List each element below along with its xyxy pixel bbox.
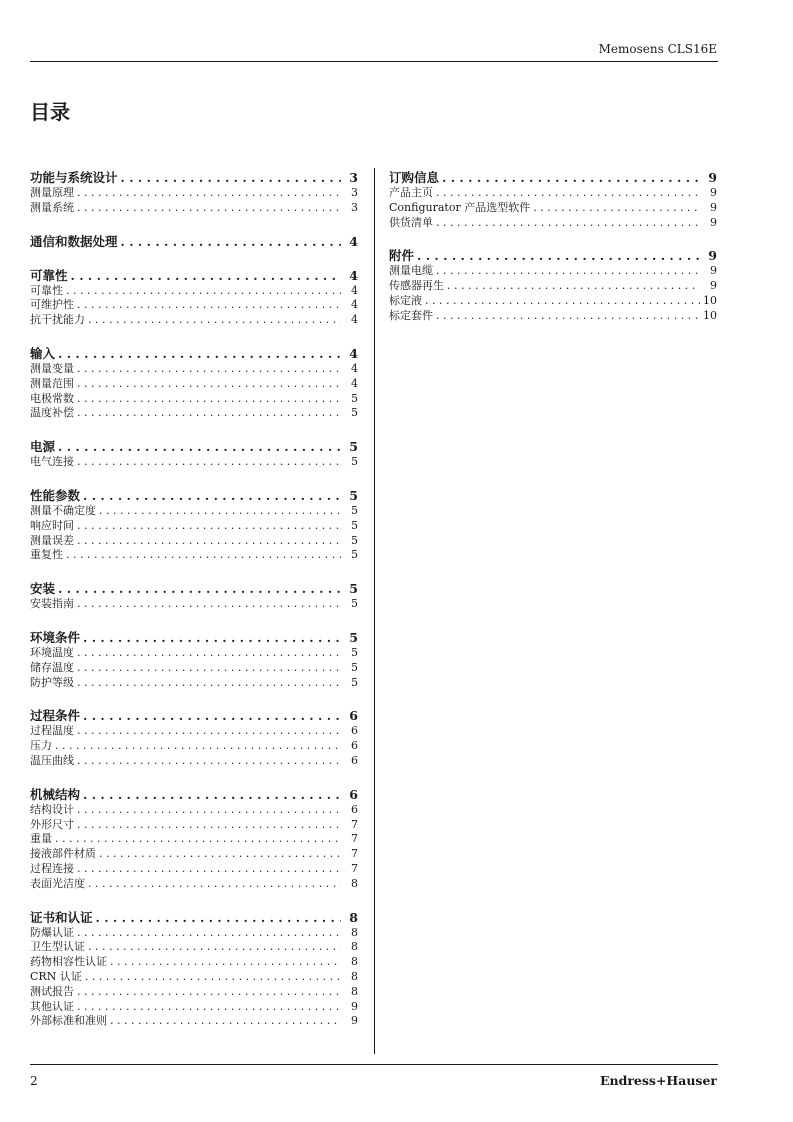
toc-entry-label: 外部标准和准则 <box>30 1014 107 1028</box>
toc-entry[interactable] <box>389 264 717 279</box>
toc-entry-label: 测量电缆 <box>389 264 433 278</box>
toc-dot-leader <box>417 248 700 264</box>
toc-entry[interactable] <box>30 392 358 407</box>
toc-entry-label: CRN 认证 <box>30 969 82 983</box>
toc-entry[interactable] <box>30 534 358 549</box>
toc-entry-page: 7 <box>351 817 358 831</box>
toc-dot-leader <box>77 676 341 691</box>
toc-entry[interactable] <box>30 847 358 862</box>
toc-entry-label: Configurator 产品选型软件 <box>389 200 531 214</box>
toc-section-page: 5 <box>349 487 358 503</box>
toc-dot-leader <box>77 377 341 392</box>
toc-entry-label: 可维护性 <box>30 298 74 312</box>
toc-entry-label: 重复性 <box>30 548 63 562</box>
toc-entry[interactable] <box>389 216 717 231</box>
toc-dot-leader <box>58 439 341 455</box>
column-divider <box>374 168 375 1054</box>
toc-section <box>30 234 358 250</box>
toc-dot-leader <box>77 406 341 421</box>
toc-entry[interactable] <box>30 862 358 877</box>
toc-entry-label: 重量 <box>30 832 52 846</box>
toc-entry-page: 7 <box>351 861 358 875</box>
toc-dot-leader <box>110 1014 341 1029</box>
toc-section-title: 性能参数 <box>30 487 81 503</box>
toc-dot-leader <box>58 346 341 362</box>
toc-entry-page: 10 <box>703 293 717 307</box>
toc-entry-page: 9 <box>710 264 717 278</box>
toc-dot-leader <box>77 646 341 661</box>
toc-section-page: 5 <box>349 439 358 455</box>
toc-entry[interactable] <box>389 309 717 324</box>
toc-entry-page: 6 <box>351 802 358 816</box>
toc-entry[interactable] <box>30 406 358 421</box>
toc-dot-leader <box>99 504 341 519</box>
toc-dot-leader <box>96 910 341 926</box>
toc-entry[interactable] <box>30 970 358 985</box>
toc-dot-leader <box>83 708 341 724</box>
toc-entry-page: 6 <box>351 739 358 753</box>
toc-entry[interactable] <box>30 455 358 470</box>
toc-section-page: 4 <box>349 233 358 249</box>
toc-entry-label: 储存温度 <box>30 660 74 674</box>
header-divider <box>30 61 718 62</box>
toc-dot-leader <box>88 313 341 328</box>
toc-section <box>30 268 358 328</box>
toc-entry-page: 5 <box>351 548 358 562</box>
toc-dot-leader <box>77 298 341 313</box>
toc-dot-leader <box>77 519 341 534</box>
toc-dot-leader <box>77 1000 341 1015</box>
toc-entry[interactable] <box>30 313 358 328</box>
toc-entry-page: 8 <box>351 925 358 939</box>
toc-entry[interactable] <box>30 646 358 661</box>
toc-entry[interactable] <box>389 186 717 201</box>
toc-section-title: 附件 <box>389 248 415 264</box>
toc-section <box>30 581 358 612</box>
toc-dot-leader <box>71 268 341 284</box>
toc-section-heading[interactable] <box>30 787 358 803</box>
toc-dot-leader <box>121 170 341 186</box>
toc-section <box>30 346 358 421</box>
toc-dot-leader <box>533 201 700 216</box>
toc-section-heading[interactable] <box>30 488 358 504</box>
toc-entry-page: 8 <box>351 940 358 954</box>
toc-section-title: 机械结构 <box>30 786 81 802</box>
toc-entry-label: 测量不确定度 <box>30 503 96 517</box>
toc-dot-leader <box>77 534 341 549</box>
toc-entry-page: 9 <box>710 200 717 214</box>
toc-section-heading[interactable] <box>30 346 358 362</box>
toc-dot-leader <box>425 294 700 309</box>
toc-section-page: 6 <box>349 786 358 802</box>
toc-entry-label: 产品主页 <box>389 186 433 199</box>
toc-section <box>30 708 358 768</box>
toc-dot-leader <box>83 787 341 803</box>
toc-entry[interactable] <box>389 279 717 294</box>
toc-entry-label: 温压曲线 <box>30 753 74 767</box>
toc-dot-leader <box>85 970 341 985</box>
toc-dot-leader <box>77 392 341 407</box>
toc-dot-leader <box>55 739 341 754</box>
toc-entry-label: 药物相容性认证 <box>30 955 107 969</box>
toc-entry[interactable] <box>30 955 358 970</box>
toc-section-heading[interactable] <box>389 170 717 186</box>
toc-dot-leader <box>447 279 700 294</box>
toc-entry[interactable] <box>30 504 358 519</box>
toc-entry-label: 表面光洁度 <box>30 876 85 890</box>
toc-dot-leader <box>436 264 700 279</box>
toc-entry[interactable] <box>30 832 358 847</box>
toc-entry-label: 测试报告 <box>30 984 74 998</box>
toc-section-title: 过程条件 <box>30 708 81 724</box>
toc-entry-page: 8 <box>351 969 358 983</box>
toc-dot-leader <box>88 940 341 955</box>
toc-entry[interactable] <box>30 926 358 941</box>
toc-entry-label: 结构设计 <box>30 802 74 816</box>
toc-section-page: 4 <box>349 345 358 361</box>
toc-entry-label: 防爆认证 <box>30 925 74 939</box>
toc-dot-leader <box>77 201 341 216</box>
toc-section-heading[interactable] <box>389 248 717 264</box>
toc-entry-label: 防护等级 <box>30 675 74 689</box>
toc-dot-leader <box>77 186 341 201</box>
toc-section-heading[interactable] <box>30 268 358 284</box>
toc-entry-page: 9 <box>351 999 358 1013</box>
toc-section-heading[interactable] <box>30 910 358 926</box>
toc-entry-page: 9 <box>710 186 717 199</box>
toc-entry[interactable] <box>30 739 358 754</box>
toc-entry[interactable] <box>30 377 358 392</box>
toc-entry-page: 5 <box>351 675 358 689</box>
toc-entry-label: 电极常数 <box>30 391 74 405</box>
toc-entry-page: 8 <box>351 955 358 969</box>
toc-dot-leader <box>436 216 700 231</box>
toc-entry-label: 其他认证 <box>30 999 74 1013</box>
toc-entry[interactable] <box>30 985 358 1000</box>
toc-dot-leader <box>77 926 341 941</box>
toc-section <box>30 439 358 470</box>
toc-entry-label: 过程温度 <box>30 724 74 738</box>
toc-entry-label: 测量变量 <box>30 361 74 375</box>
toc-entry[interactable] <box>389 201 717 216</box>
toc-entry[interactable] <box>30 362 358 377</box>
toc-left-column <box>30 170 358 1047</box>
toc-right-column <box>389 170 717 342</box>
toc-section-heading[interactable] <box>30 708 358 724</box>
toc-section-title: 输入 <box>30 345 56 361</box>
toc-dot-leader <box>55 832 341 847</box>
toc-section-title: 证书和认证 <box>30 909 93 925</box>
toc-section-page: 8 <box>349 909 358 925</box>
toc-entry-page: 3 <box>351 200 358 214</box>
toc-entry[interactable] <box>30 818 358 833</box>
toc-entry-page: 9 <box>710 279 717 293</box>
toc-entry-label: 温度补偿 <box>30 406 74 420</box>
toc-section-title: 通信和数据处理 <box>30 233 118 249</box>
toc-dot-leader <box>66 548 341 563</box>
toc-entry[interactable] <box>30 877 358 892</box>
toc-entry-page: 5 <box>351 406 358 420</box>
toc-section-title: 安装 <box>30 581 56 597</box>
toc-entry[interactable] <box>30 284 358 299</box>
toc-entry-label: 测量误差 <box>30 533 74 547</box>
toc-entry-page: 9 <box>351 1014 358 1028</box>
toc-dot-leader <box>436 309 700 324</box>
toc-entry-page: 4 <box>351 376 358 390</box>
toc-dot-leader <box>77 455 341 470</box>
toc-entry-page: 5 <box>351 645 358 659</box>
toc-section-title: 功能与系统设计 <box>30 170 118 185</box>
toc-entry-label: 接液部件材质 <box>30 847 96 861</box>
toc-entry-page: 10 <box>703 308 717 322</box>
toc-entry[interactable] <box>30 803 358 818</box>
toc-section <box>30 787 358 892</box>
toc-dot-leader <box>77 803 341 818</box>
toc-entry-label: 标定液 <box>389 293 422 307</box>
toc-section-page: 5 <box>349 629 358 645</box>
toc-entry[interactable] <box>389 294 717 309</box>
toc-dot-leader <box>436 186 700 201</box>
toc-entry-label: 供货清单 <box>389 215 433 229</box>
toc-entry-label: 响应时间 <box>30 518 74 532</box>
toc-entry[interactable] <box>30 201 358 216</box>
toc-dot-leader <box>83 488 341 504</box>
toc-section <box>389 170 717 230</box>
toc-entry[interactable] <box>30 597 358 612</box>
toc-section-heading[interactable] <box>30 581 358 597</box>
toc-entry-label: 抗干扰能力 <box>30 313 85 327</box>
toc-dot-leader <box>83 630 341 646</box>
toc-section <box>30 910 358 1030</box>
toc-entry[interactable] <box>30 1014 358 1029</box>
toc-entry-label: 压力 <box>30 739 52 753</box>
toc-entry-page: 8 <box>351 876 358 890</box>
toc-entry-label: 卫生型认证 <box>30 940 85 954</box>
toc-entry[interactable] <box>30 1000 358 1015</box>
toc-entry[interactable] <box>30 298 358 313</box>
toc-entry-label: 传感器再生 <box>389 279 444 293</box>
toc-dot-leader <box>77 597 341 612</box>
toc-dot-leader <box>66 284 341 299</box>
toc-section <box>389 248 717 323</box>
toc-section <box>30 630 358 690</box>
toc-section-page: 6 <box>349 708 358 724</box>
toc-entry-page: 5 <box>351 597 358 611</box>
toc-entry-page: 6 <box>351 724 358 738</box>
toc-entry-page: 4 <box>351 298 358 312</box>
toc-entry[interactable] <box>30 519 358 534</box>
toc-dot-leader <box>77 754 341 769</box>
toc-entry-page: 5 <box>351 391 358 405</box>
toc-entry-page: 3 <box>351 186 358 199</box>
toc-dot-leader <box>88 877 341 892</box>
toc-entry-label: 测量原理 <box>30 186 74 199</box>
toc-entry-page: 9 <box>710 215 717 229</box>
toc-entry-page: 8 <box>351 984 358 998</box>
toc-entry-page: 7 <box>351 832 358 846</box>
toc-dot-leader <box>77 724 341 739</box>
toc-section-heading[interactable] <box>30 439 358 455</box>
toc-section-page: 4 <box>349 267 358 283</box>
toc-entry[interactable] <box>30 754 358 769</box>
toc-dot-leader <box>121 234 341 250</box>
toc-dot-leader <box>77 862 341 877</box>
toc-entry-label: 测量范围 <box>30 376 74 390</box>
toc-entry-label: 环境温度 <box>30 645 74 659</box>
toc-entry-page: 4 <box>351 283 358 297</box>
footer-brand-name: Endress+Hauser <box>599 1073 717 1088</box>
toc-entry-label: 外形尺寸 <box>30 817 74 831</box>
toc-entry-page: 5 <box>351 455 358 469</box>
toc-entry-page: 5 <box>351 533 358 547</box>
toc-section-heading[interactable] <box>30 234 358 250</box>
toc-entry-page: 6 <box>351 753 358 767</box>
header-document-title: Memosens CLS16E <box>598 42 717 56</box>
toc-entry[interactable] <box>30 724 358 739</box>
toc-dot-leader <box>77 985 341 1000</box>
toc-section-title: 环境条件 <box>30 629 81 645</box>
toc-section <box>30 170 358 216</box>
toc-dot-leader <box>99 847 341 862</box>
toc-dot-leader <box>442 170 700 186</box>
page-title: 目录 <box>30 100 70 124</box>
toc-section-heading[interactable] <box>30 170 358 186</box>
toc-dot-leader <box>110 955 341 970</box>
toc-section-heading[interactable] <box>30 630 358 646</box>
footer-divider <box>30 1064 718 1065</box>
toc-entry-page: 5 <box>351 503 358 517</box>
toc-dot-leader <box>77 818 341 833</box>
toc-entry-page: 5 <box>351 660 358 674</box>
toc-dot-leader <box>58 581 341 597</box>
toc-section <box>30 488 358 563</box>
toc-entry-label: 安装指南 <box>30 597 74 611</box>
toc-section-page: 5 <box>349 581 358 597</box>
toc-section-page: 9 <box>708 170 717 185</box>
toc-entry[interactable] <box>30 940 358 955</box>
toc-section-title: 订购信息 <box>389 170 440 185</box>
toc-entry-page: 5 <box>351 518 358 532</box>
toc-section-page: 9 <box>708 248 717 264</box>
toc-section-title: 可靠性 <box>30 267 68 283</box>
toc-section-title: 电源 <box>30 439 56 455</box>
footer-page-number: 2 <box>30 1074 38 1088</box>
toc-entry-page: 7 <box>351 847 358 861</box>
toc-dot-leader <box>77 661 341 676</box>
toc-entry-label: 过程连接 <box>30 861 74 875</box>
toc-entry[interactable] <box>30 661 358 676</box>
toc-entry[interactable] <box>30 548 358 563</box>
toc-entry[interactable] <box>30 186 358 201</box>
toc-entry-page: 4 <box>351 361 358 375</box>
toc-entry-label: 测量系统 <box>30 200 74 214</box>
toc-entry-page: 4 <box>351 313 358 327</box>
toc-dot-leader <box>77 362 341 377</box>
toc-entry-label: 电气连接 <box>30 455 74 469</box>
toc-entry[interactable] <box>30 676 358 691</box>
toc-entry-label: 标定套件 <box>389 308 433 322</box>
toc-section-page: 3 <box>349 170 358 185</box>
toc-entry-label: 可靠性 <box>30 283 63 297</box>
